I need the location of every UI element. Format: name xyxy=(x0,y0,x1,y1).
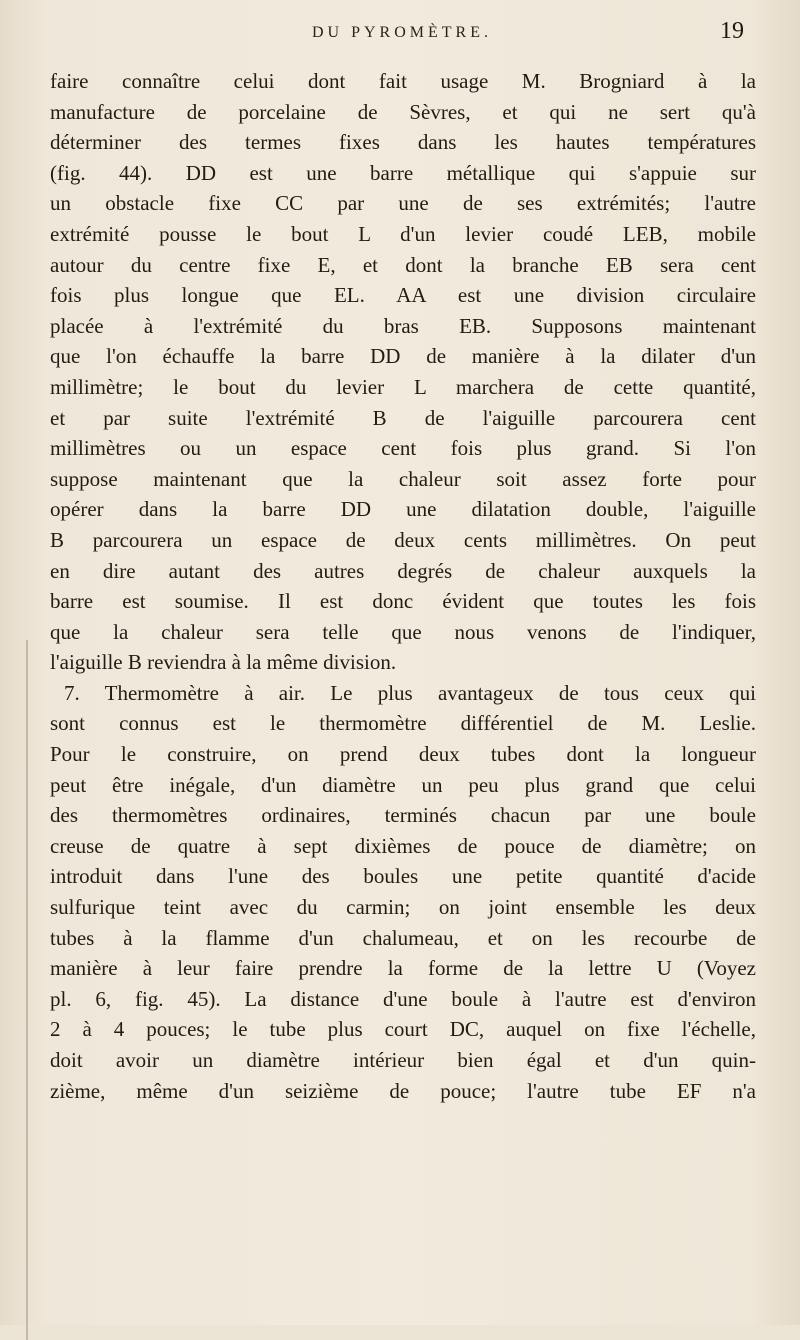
text-line: (fig. 44). DD est une barre métallique qui s'appuie sur xyxy=(50,160,756,185)
text-line: suppose maintenant que la chaleur soit assez forte pour xyxy=(50,466,756,491)
text-line: doit avoir un diamètre intérieur bien égal et d'un quin- xyxy=(50,1048,756,1072)
text-line: fois plus longue que EL. AA est une division circulaire xyxy=(50,283,756,308)
text-line: tubes à la flamme d'un chalumeau, et on les recourbe de xyxy=(50,925,756,950)
text-line: introduit dans l'une des boules une petite quantité d'acide xyxy=(50,864,756,889)
text-line: que la chaleur sera telle que nous venons de l'indiquer, xyxy=(50,619,756,644)
text-line: 2 à 4 pouces; le tube plus court DC, auquel on fixe l'échelle, xyxy=(50,1017,756,1042)
text-line: placée à l'extrémité du bras EB. Supposons maintenant xyxy=(50,313,756,338)
text-line: opérer dans la barre DD une dilatation double, l'aiguille xyxy=(50,497,756,522)
text-line: faire connaître celui dont fait usage M. Brogniard à la xyxy=(50,69,756,93)
page-header xyxy=(52,18,752,52)
text-line: des thermomètres ordinaires, terminés chacun par une boule xyxy=(50,803,756,828)
margin-shadow xyxy=(26,640,28,1340)
text-line: sulfurique teint avec du carmin; on joint ensemble les deux xyxy=(50,895,756,920)
page-number: 19 xyxy=(720,18,744,44)
text-line: manière à leur faire prendre la forme de la lettre U (Voyez xyxy=(50,956,756,981)
text-line: un obstacle fixe CC par une de ses extrémités; l'autre xyxy=(50,191,756,216)
text-line: manufacture de porcelaine de Sèvres, et qui ne sert qu'à xyxy=(50,99,756,124)
text-line: pl. 6, fig. 45). La distance d'une boule à l'autre est d'environ xyxy=(50,986,756,1011)
section-start-line: 7. Thermomètre à air. Le plus avantageux de tous ceux qui xyxy=(64,680,756,705)
text-line: B parcourera un espace de deux cents millimètres. On peut xyxy=(50,527,756,552)
text-line: peut être inégale, d'un diamètre un peu plus grand que celui xyxy=(50,772,756,797)
text-line: sont connus est le thermomètre différentiel de M. Leslie. xyxy=(50,711,756,736)
text-line: l'aiguille B reviendra à la même division. xyxy=(50,650,397,675)
text-line: en dire autant des autres degrés de chaleur auxquels la xyxy=(50,558,756,583)
text-line: millimètres ou un espace cent fois plus grand. Si l'on xyxy=(50,436,756,461)
text-line: millimètre; le bout du levier L marchera de cette quantité, xyxy=(50,374,756,399)
text-line: zième, même d'un seizième de pouce; l'autre tube EF n'a xyxy=(50,1078,756,1103)
text-line: extrémité pousse le bout L d'un levier coudé LEB, mobile xyxy=(50,221,756,246)
text-line: et par suite l'extrémité B de l'aiguille parcourera cent xyxy=(50,405,756,430)
text-line: déterminer des termes fixes dans les hautes températures xyxy=(50,130,756,155)
text-line: barre est soumise. Il est donc évident que toutes les fois xyxy=(50,589,756,614)
text-line: que l'on échauffe la barre DD de manière à la dilater d'un xyxy=(50,344,756,369)
text-line: Pour le construire, on prend deux tubes dont la longueur xyxy=(50,742,756,767)
body-text xyxy=(50,66,756,1106)
text-line: creuse de quatre à sept dixièmes de pouce de diamètre; on xyxy=(50,833,756,858)
text-line: autour du centre fixe E, et dont la branche EB sera cent xyxy=(50,252,756,277)
running-head: DU PYROMÈTRE. xyxy=(311,24,492,41)
